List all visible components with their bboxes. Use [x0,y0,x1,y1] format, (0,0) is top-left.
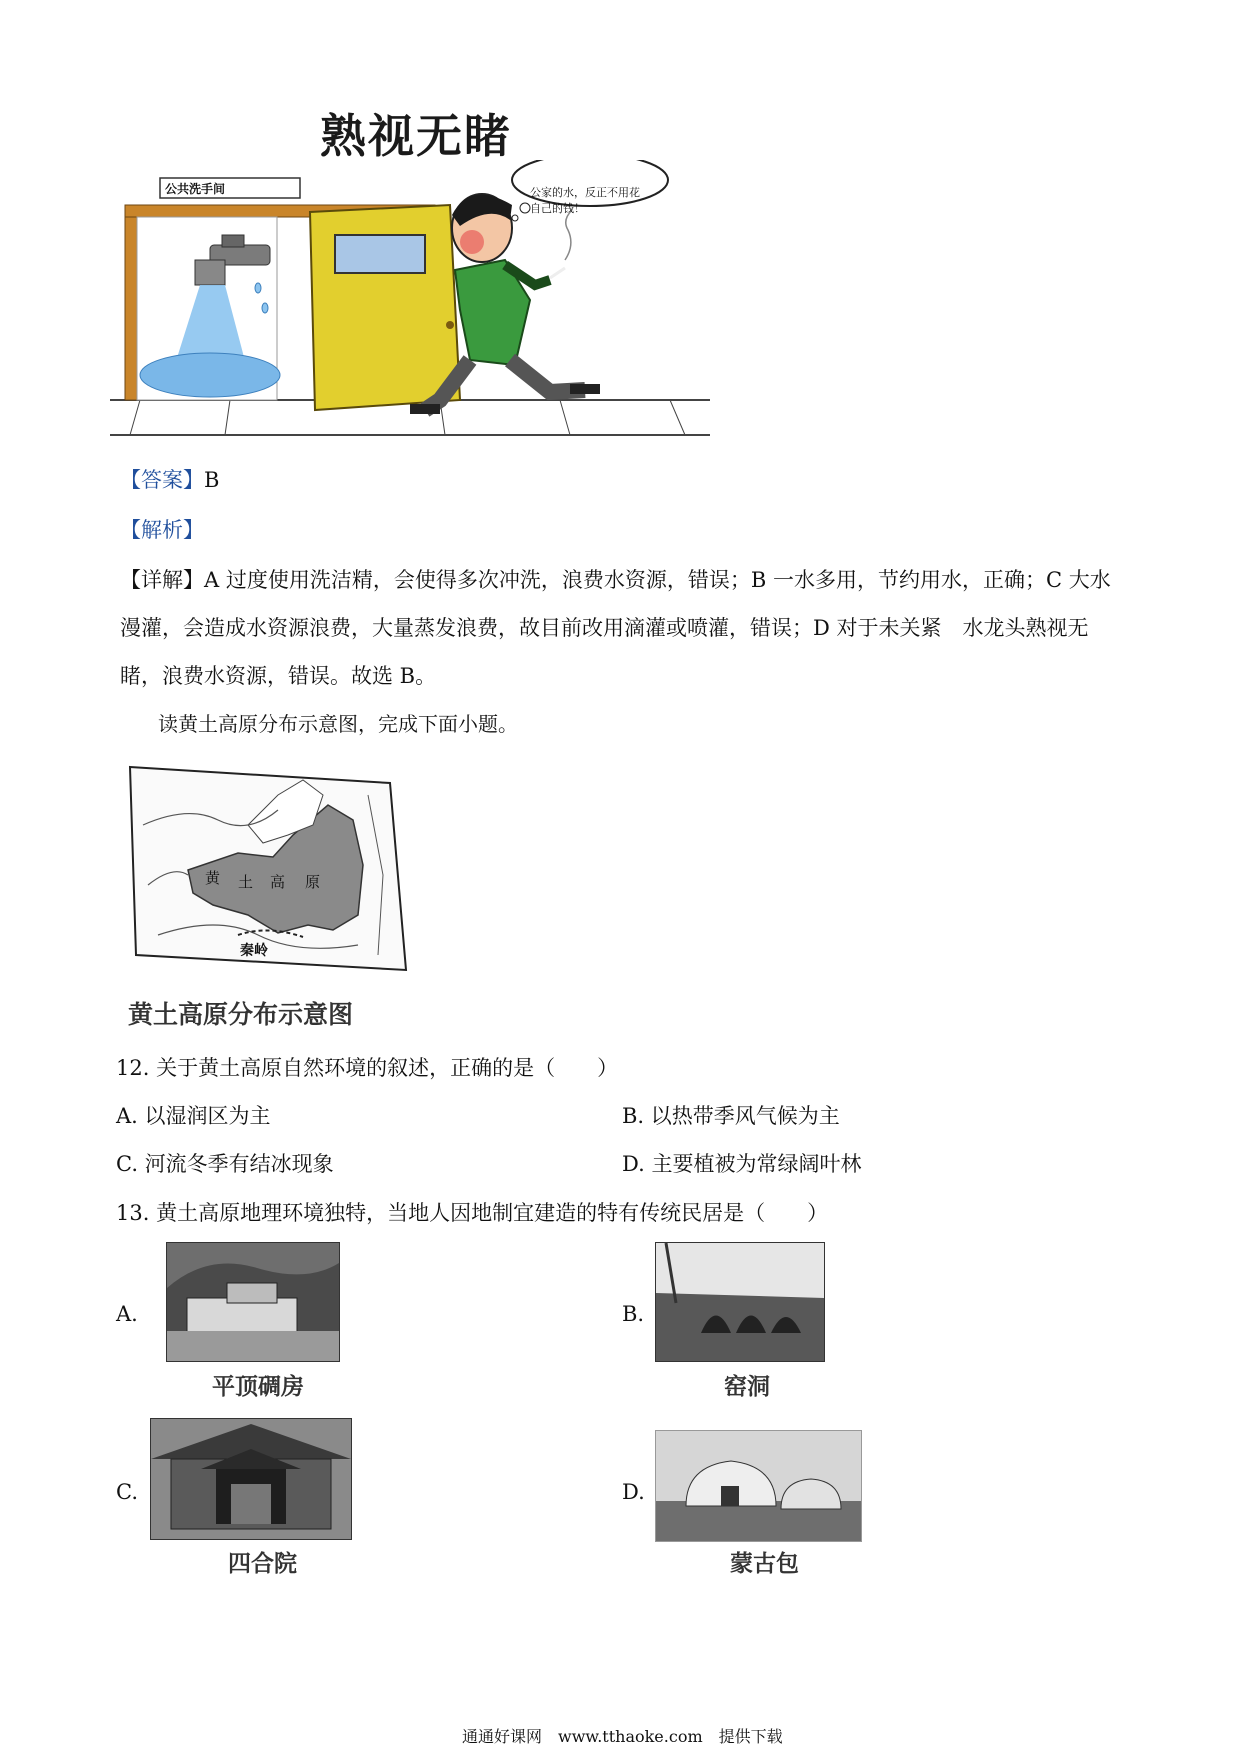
q12-stem: 12. 关于黄土高原自然环境的叙述，正确的是（ ） [116,1056,619,1080]
q13-option-b-caption: 窑洞 [724,1374,770,1400]
q13-option-d-photo[interactable] [655,1430,862,1542]
answer-line [120,455,219,505]
detail-line-2: 漫灌，会造成水资源浪费，大量蒸发浪费，故目前改用滴灌或喷灌，错误；D 对于未关紧 水龙头熟视无 [120,616,1089,640]
detail-text-1: A 过度使用洗洁精，会使得多次冲洗，浪费水资源，错误；B 一水多用，节约用水，正确；C 大水 [204,568,1111,592]
cartoon-sign-text: 公共洗手间 [165,182,226,196]
map-region-char-4: 原 [305,873,321,891]
intro-text: 读黄土高原分布示意图，完成下面小题。 [158,712,518,736]
q12-option-d-text: 主要植被为常绿阔叶林 [651,1152,862,1176]
q12-option-c-letter: C. [116,1152,138,1176]
q13-option-a-photo[interactable] [166,1242,340,1362]
detail-line-1 [120,555,1111,605]
q13-option-a-letter[interactable]: A. [116,1302,138,1326]
q12-option-b-letter: B. [622,1104,645,1128]
q12-option-c[interactable] [116,1148,334,1178]
map-region-char-2: 土 [238,873,254,891]
answer-label: 【答案】 [120,468,204,492]
map-caption: 黄土高原分布示意图 [128,1000,354,1029]
answer-value: B [204,468,220,492]
map-region-char-3: 高 [270,873,286,891]
page-footer: 通通好课网 www.tthaoke.com 提供下载 [462,1727,783,1746]
q12-option-b-text: 以热带季风气候为主 [650,1104,840,1128]
q13-option-a-caption: 平顶碉房 [212,1374,304,1400]
q12-option-d-letter: D. [622,1152,645,1176]
q13-stem: 13. 黄土高原地理环境独特，当地人因地制宜建造的特有传统民居是（ ） [116,1201,829,1225]
q12-option-c-text: 河流冬季有结冰现象 [144,1152,334,1176]
q12-option-a-letter: A. [116,1104,138,1128]
detail-label: 【详解】 [120,568,204,592]
map-mountain-label: 秦岭 [240,943,268,959]
loess-plateau-map [128,765,408,995]
map-region-char-1: 黄 [205,869,221,887]
q12-option-b[interactable] [622,1100,840,1130]
q12-option-a[interactable] [116,1100,271,1130]
cartoon-title: 熟视无睹 [320,109,512,163]
q13-option-c-photo[interactable] [150,1418,352,1540]
analysis-label: 【解析】 [120,518,204,542]
cartoon-speech-text: 公家的水，反正不用花自己的钱！ [530,186,640,215]
q13-option-c-caption: 四合院 [228,1551,297,1577]
q13-option-c-letter[interactable]: C. [116,1480,138,1504]
q13-option-d-caption: 蒙古包 [730,1551,799,1577]
q12-option-a-text: 以湿润区为主 [144,1104,271,1128]
detail-line-3: 睹，浪费水资源，错误。故选 B。 [120,664,437,688]
q13-option-d-letter[interactable]: D. [622,1480,645,1504]
q13-option-b-photo[interactable] [655,1242,825,1362]
q13-option-b-letter[interactable]: B. [622,1302,645,1326]
q12-option-d[interactable] [622,1148,861,1178]
